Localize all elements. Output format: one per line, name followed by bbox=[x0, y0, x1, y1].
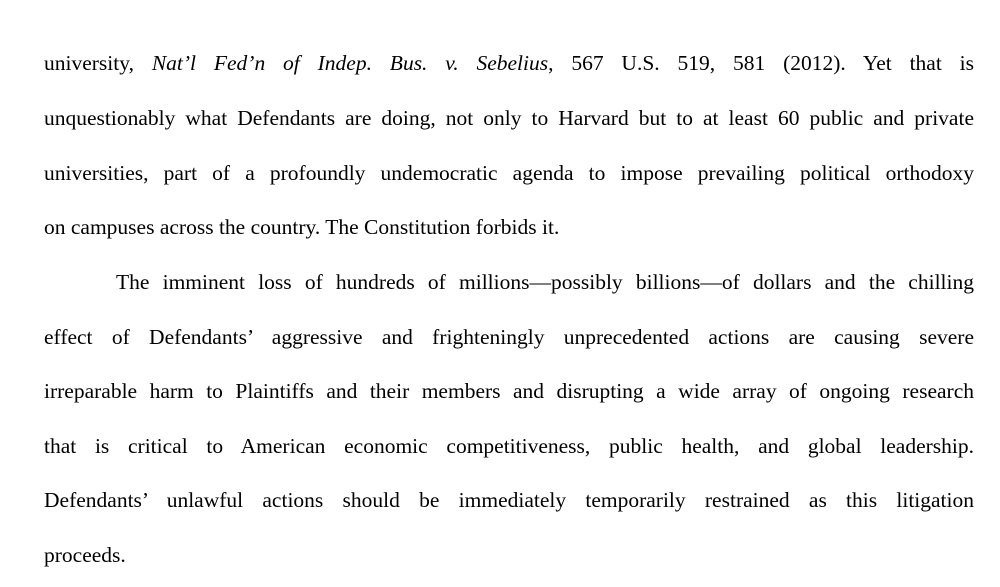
text-segment: university, bbox=[44, 51, 152, 75]
paragraph-1-line-3: universities, part of a profoundly undemocratic agenda to impose prevailing political orthodoxy bbox=[44, 161, 974, 185]
text-segment: , 567 U.S. 519, 581 (2012). Yet that is bbox=[548, 51, 975, 75]
paragraph-1-line-2: unquestionably what Defendants are doing, not only to Harvard but to at least 60 public and private bbox=[44, 106, 974, 130]
paragraph-1-line-4: on campuses across the country. The Constitution forbids it. bbox=[44, 215, 560, 239]
paragraph-2-line-5: Defendants’ unlawful actions should be immediately temporarily restrained as this litigation bbox=[44, 488, 974, 512]
paragraph-2-line-3: irreparable harm to Plaintiffs and their members and disrupting a wide array of ongoing research bbox=[44, 379, 974, 403]
paragraph-2-line-4: that is critical to American economic competitiveness, public health, and global leadership. bbox=[44, 434, 974, 458]
paragraph-2-line-1: The imminent loss of hundreds of millions—possibly billions—of dollars and the chilling bbox=[116, 270, 974, 294]
paragraph-2-line-6: proceeds. bbox=[44, 543, 126, 567]
paragraph-2-line-2: effect of Defendants’ aggressive and frighteningly unprecedented actions are causing severe bbox=[44, 325, 974, 349]
case-citation-name: Nat’l Fed’n of Indep. Bus. v. Sebelius bbox=[151, 51, 549, 75]
paragraph-1-line-1 bbox=[44, 50, 974, 76]
